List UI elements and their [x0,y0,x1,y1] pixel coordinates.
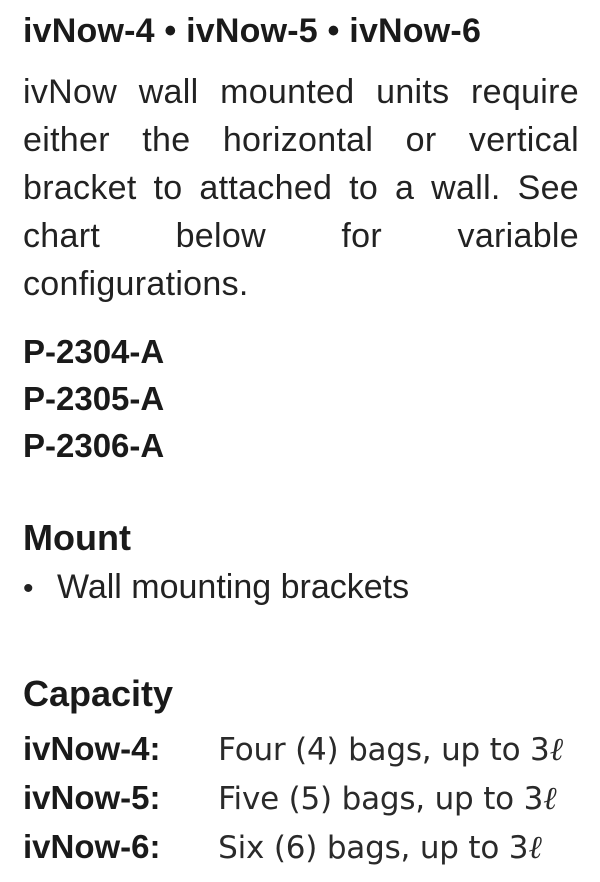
part-number: P-2305-A [23,380,165,417]
list-item [23,565,579,611]
liter-unit: ℓ [528,828,542,866]
liter-unit: ℓ [549,730,563,768]
capacity-text: Four (4) bags, up to 3 [218,732,550,768]
mount-heading: Mount [23,517,131,558]
capacity-list [23,725,579,872]
capacity-row [23,725,579,774]
description-paragraph: ivNow wall mounted units require either the horizontal or vertical bracket to attached to a wall. See chart below for variable configurations. [23,73,579,303]
capacity-model: ivNow-6: [23,828,161,865]
spec-sheet [23,0,579,872]
mount-list [23,565,579,611]
capacity-text: Six (6) bags, up to 3 [218,830,529,866]
bullet-icon: • [23,572,34,605]
part-number: P-2306-A [23,427,165,464]
capacity-text: Five (5) bags, up to 3 [218,781,544,817]
liter-unit: ℓ [543,779,557,817]
part-number-list [23,328,579,469]
mount-item-text: Wall mounting brackets [57,568,410,606]
capacity-row [23,774,579,823]
capacity-heading: Capacity [23,673,174,714]
capacity-model: ivNow-5: [23,779,161,816]
capacity-model: ivNow-4: [23,730,161,767]
capacity-row [23,823,579,872]
page-title: ivNow-4 • ivNow-5 • ivNow-6 [23,12,482,50]
part-number: P-2304-A [23,333,165,370]
